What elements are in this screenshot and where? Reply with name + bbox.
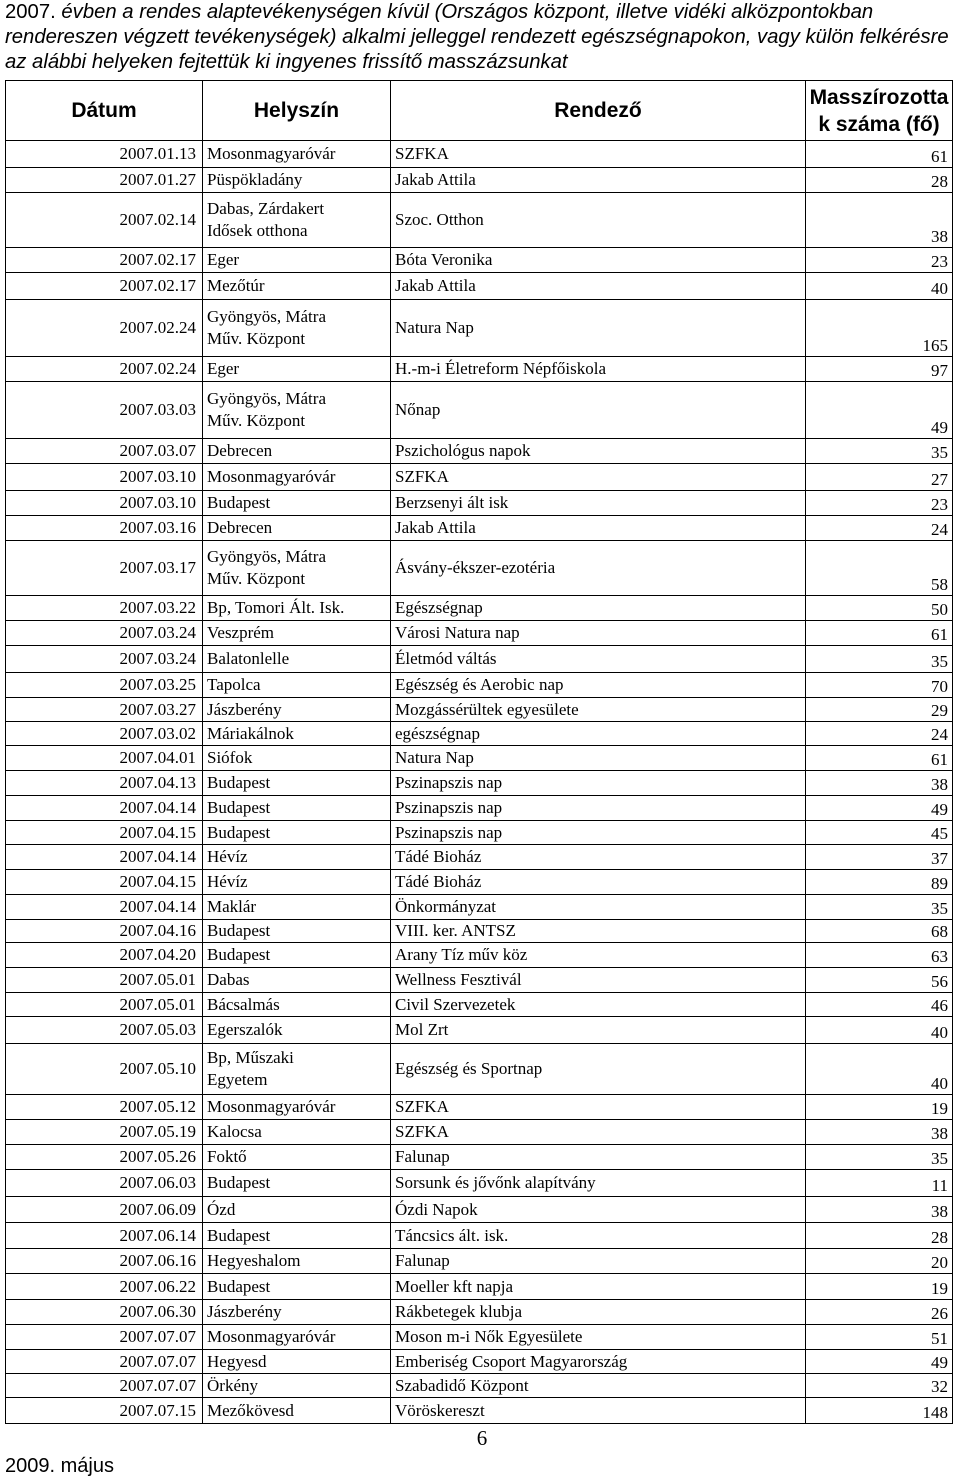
cell-count: 61 [806, 141, 953, 168]
cell-date: 2007.04.20 [6, 943, 203, 968]
cell-place [203, 300, 391, 357]
cell-date: 2007.03.02 [6, 722, 203, 746]
intro-year: 2007. [5, 1, 56, 23]
cell-date: 2007.07.07 [6, 1374, 203, 1398]
cell-place [203, 1170, 391, 1197]
cell-count: 165 [806, 300, 953, 357]
cell-place-line: Hévíz [207, 847, 248, 866]
cell-place [203, 193, 391, 248]
cell-place-line: Budapest [207, 798, 271, 817]
cell-place-line: Jászberény [207, 1302, 282, 1321]
cell-organizer: SZFKA [391, 1120, 806, 1145]
table-row [6, 248, 953, 273]
cell-place [203, 596, 391, 621]
cell-place-line-2: Idősek otthona [207, 221, 308, 240]
cell-date: 2007.06.09 [6, 1197, 203, 1223]
cell-place [203, 870, 391, 895]
table-row [6, 821, 953, 845]
cell-place-line: Mosonmagyaróvár [207, 144, 336, 163]
cell-place [203, 491, 391, 516]
cell-place [203, 1249, 391, 1274]
table-header-row [6, 81, 953, 141]
table-row [6, 1274, 953, 1300]
cell-date: 2007.07.07 [6, 1325, 203, 1350]
cell-organizer: egészségnap [391, 722, 806, 746]
cell-place-line: Mezőtúr [207, 276, 265, 295]
cell-place [203, 141, 391, 168]
table-row [6, 516, 953, 541]
cell-place-line: Máriakálnok [207, 723, 294, 743]
cell-organizer: Városi Natura nap [391, 621, 806, 646]
cell-count: 49 [806, 382, 953, 439]
table-row [6, 621, 953, 646]
cell-place [203, 993, 391, 1017]
cell-place-line: Budapest [207, 773, 271, 792]
cell-date: 2007.06.16 [6, 1249, 203, 1274]
cell-date: 2007.03.24 [6, 646, 203, 673]
cell-place-line-2: Műv. Központ [207, 411, 306, 430]
cell-place [203, 968, 391, 993]
cell-organizer: Pszichológus napok [391, 439, 806, 464]
cell-count: 23 [806, 491, 953, 516]
table-row [6, 870, 953, 895]
cell-place [203, 1044, 391, 1095]
cell-count: 58 [806, 541, 953, 596]
cell-count: 51 [806, 1325, 953, 1350]
cell-place [203, 1145, 391, 1170]
cell-organizer: Jakab Attila [391, 516, 806, 541]
cell-organizer: Egészség és Sportnap [391, 1044, 806, 1095]
cell-count: 29 [806, 698, 953, 722]
cell-place-line: Mosonmagyaróvár [207, 1097, 336, 1116]
cell-place [203, 382, 391, 439]
table-row [6, 698, 953, 722]
cell-place [203, 1300, 391, 1325]
cell-place-line: Mosonmagyaróvár [207, 467, 336, 486]
cell-place-line: Gyöngyös, Mátra [207, 547, 326, 566]
cell-place-line: Eger [207, 250, 240, 269]
cell-count: 37 [806, 845, 953, 870]
cell-organizer: Táncsics ált. isk. [391, 1223, 806, 1249]
header-organizer: Rendező [391, 81, 806, 141]
cell-place [203, 1325, 391, 1350]
cell-date: 2007.02.17 [6, 273, 203, 300]
cell-count: 19 [806, 1095, 953, 1120]
table-row [6, 1350, 953, 1374]
cell-place-line: Budapest [207, 1173, 271, 1192]
cell-place-line: Budapest [207, 822, 271, 842]
cell-organizer: Arany Tíz műv köz [391, 943, 806, 968]
table-row [6, 1095, 953, 1120]
table-row [6, 300, 953, 357]
table-row [6, 722, 953, 746]
cell-place [203, 845, 391, 870]
cell-place-line: Budapest [207, 945, 271, 964]
cell-place-line: Hegyesd [207, 1351, 267, 1371]
cell-place-line: Mezőkövesd [207, 1400, 294, 1420]
cell-count: 20 [806, 1249, 953, 1274]
cell-place [203, 1350, 391, 1374]
cell-count: 38 [806, 1197, 953, 1223]
cell-place [203, 746, 391, 771]
cell-organizer: Mozgássérültek egyesülete [391, 698, 806, 722]
cell-place-line: Debrecen [207, 441, 273, 460]
table-row [6, 1398, 953, 1424]
table-row [6, 746, 953, 771]
cell-date: 2007.04.01 [6, 746, 203, 771]
cell-count: 49 [806, 796, 953, 821]
table-row [6, 1145, 953, 1170]
cell-organizer: Ásvány-ékszer-ezotéria [391, 541, 806, 596]
cell-place-line: Hévíz [207, 872, 248, 891]
table-row [6, 357, 953, 382]
cell-date: 2007.03.03 [6, 382, 203, 439]
table-row [6, 439, 953, 464]
table-row [6, 596, 953, 621]
table-row [6, 1300, 953, 1325]
table-row [6, 464, 953, 491]
cell-count: 35 [806, 1145, 953, 1170]
table-row [6, 382, 953, 439]
table-row [6, 1249, 953, 1274]
cell-date: 2007.02.17 [6, 248, 203, 273]
cell-organizer: Pszinapszis nap [391, 796, 806, 821]
cell-place-line: Budapest [207, 1225, 271, 1245]
table-row [6, 993, 953, 1017]
cell-place [203, 1017, 391, 1044]
cell-date: 2007.02.24 [6, 357, 203, 382]
cell-organizer: Natura Nap [391, 746, 806, 771]
cell-organizer: Ózdi Napok [391, 1197, 806, 1223]
cell-place-line: Bácsalmás [207, 994, 280, 1014]
cell-place-line: Tapolca [207, 675, 261, 694]
massage-events-table [5, 80, 953, 1424]
cell-date: 2007.05.12 [6, 1095, 203, 1120]
cell-organizer: H.-m-i Életreform Népfőiskola [391, 357, 806, 382]
cell-place-line: Püspökladány [207, 170, 303, 189]
table-row [6, 193, 953, 248]
cell-place [203, 771, 391, 796]
cell-count: 63 [806, 943, 953, 968]
cell-date: 2007.05.01 [6, 968, 203, 993]
cell-place-line: Budapest [207, 1276, 271, 1296]
cell-organizer: Moeller kft napja [391, 1274, 806, 1300]
cell-place [203, 943, 391, 968]
cell-count: 38 [806, 771, 953, 796]
table-row [6, 968, 953, 993]
cell-date: 2007.03.27 [6, 698, 203, 722]
cell-count: 68 [806, 920, 953, 943]
cell-place-line: Foktő [207, 1147, 247, 1166]
cell-place-line: Kalocsa [207, 1122, 262, 1141]
cell-organizer: Bóta Veronika [391, 248, 806, 273]
cell-place [203, 516, 391, 541]
cell-date: 2007.04.14 [6, 845, 203, 870]
cell-organizer: VIII. ker. ANTSZ [391, 920, 806, 943]
table-row [6, 943, 953, 968]
table-row [6, 1044, 953, 1095]
cell-organizer: Wellness Fesztivál [391, 968, 806, 993]
cell-place-line: Siófok [207, 748, 253, 767]
cell-place [203, 1120, 391, 1145]
cell-place-line: Dabas, Zárdakert [207, 199, 325, 218]
cell-organizer: Falunap [391, 1249, 806, 1274]
cell-organizer: SZFKA [391, 141, 806, 168]
cell-place [203, 722, 391, 746]
cell-place-line: Dabas [207, 970, 250, 989]
page-number: 6 [476, 1426, 488, 1450]
cell-date: 2007.06.22 [6, 1274, 203, 1300]
cell-date: 2007.05.26 [6, 1145, 203, 1170]
cell-organizer: Falunap [391, 1145, 806, 1170]
cell-count: 24 [806, 722, 953, 746]
cell-date: 2007.03.07 [6, 439, 203, 464]
cell-organizer: Emberiség Csoport Magyarország [391, 1350, 806, 1374]
cell-date: 2007.05.01 [6, 993, 203, 1017]
cell-organizer: Sorsunk és jővőnk alapítvány [391, 1170, 806, 1197]
table-row [6, 1170, 953, 1197]
cell-count: 23 [806, 248, 953, 273]
table-row [6, 1223, 953, 1249]
cell-date: 2007.02.14 [6, 193, 203, 248]
cell-count: 50 [806, 596, 953, 621]
cell-date: 2007.07.07 [6, 1350, 203, 1374]
cell-count: 35 [806, 439, 953, 464]
cell-place [203, 673, 391, 698]
cell-count: 19 [806, 1274, 953, 1300]
cell-count: 35 [806, 895, 953, 920]
cell-date: 2007.03.24 [6, 621, 203, 646]
header-place: Helyszín [203, 81, 391, 141]
table-row [6, 273, 953, 300]
cell-count: 11 [806, 1170, 953, 1197]
cell-count: 28 [806, 168, 953, 193]
cell-organizer: Civil Szervezetek [391, 993, 806, 1017]
cell-place-line: Örkény [207, 1375, 258, 1395]
cell-place [203, 646, 391, 673]
table-row [6, 1017, 953, 1044]
table-row [6, 646, 953, 673]
cell-place-line: Veszprém [207, 623, 275, 642]
cell-place [203, 920, 391, 943]
cell-count: 97 [806, 357, 953, 382]
cell-place-line: Gyöngyös, Mátra [207, 389, 326, 408]
cell-date: 2007.04.14 [6, 796, 203, 821]
cell-place [203, 895, 391, 920]
cell-count: 46 [806, 993, 953, 1017]
cell-count: 49 [806, 1350, 953, 1374]
cell-date: 2007.02.24 [6, 300, 203, 357]
cell-organizer: Egészségnap [391, 596, 806, 621]
cell-date: 2007.06.03 [6, 1170, 203, 1197]
cell-place-line: Egerszalók [207, 1020, 283, 1039]
cell-date: 2007.05.03 [6, 1017, 203, 1044]
cell-place [203, 439, 391, 464]
cell-place [203, 357, 391, 382]
cell-place [203, 796, 391, 821]
cell-place-line: Balatonlelle [207, 649, 290, 668]
cell-place-line: Eger [207, 359, 240, 378]
cell-place [203, 1095, 391, 1120]
table-row [6, 541, 953, 596]
header-count [806, 81, 953, 141]
cell-date: 2007.06.30 [6, 1300, 203, 1325]
cell-date: 2007.05.19 [6, 1120, 203, 1145]
table-row [6, 1197, 953, 1223]
cell-place [203, 273, 391, 300]
cell-organizer: Berzsenyi ált isk [391, 491, 806, 516]
cell-place [203, 541, 391, 596]
table-row [6, 141, 953, 168]
header-date: Dátum [6, 81, 203, 141]
cell-organizer: Önkormányzat [391, 895, 806, 920]
cell-place [203, 698, 391, 722]
cell-organizer: Pszinapszis nap [391, 821, 806, 845]
cell-count: 40 [806, 273, 953, 300]
cell-place [203, 1197, 391, 1223]
cell-place-line: Debrecen [207, 518, 273, 537]
cell-date: 2007.03.10 [6, 464, 203, 491]
intro-paragraph [5, 0, 957, 75]
table-row [6, 1374, 953, 1398]
cell-count: 27 [806, 464, 953, 491]
table-row [6, 895, 953, 920]
table-row [6, 168, 953, 193]
cell-count: 148 [806, 1398, 953, 1424]
cell-count: 56 [806, 968, 953, 993]
cell-organizer: Pszinapszis nap [391, 771, 806, 796]
cell-place-line-2: Egyetem [207, 1070, 268, 1089]
table-row [6, 491, 953, 516]
cell-place [203, 821, 391, 845]
cell-place-line: Bp, Tomori Ált. Isk. [207, 598, 345, 617]
cell-date: 2007.04.15 [6, 870, 203, 895]
cell-date: 2007.03.16 [6, 516, 203, 541]
cell-organizer: SZFKA [391, 1095, 806, 1120]
cell-place-line: Bp, Műszaki [207, 1048, 294, 1067]
cell-place-line: Jászberény [207, 699, 282, 719]
cell-organizer: SZFKA [391, 464, 806, 491]
cell-place-line: Gyöngyös, Mátra [207, 307, 326, 326]
cell-count: 89 [806, 870, 953, 895]
cell-date: 2007.07.15 [6, 1398, 203, 1424]
cell-organizer: Rákbetegek klubja [391, 1300, 806, 1325]
cell-organizer: Jakab Attila [391, 168, 806, 193]
cell-organizer: Mol Zrt [391, 1017, 806, 1044]
cell-count: 45 [806, 821, 953, 845]
cell-count: 70 [806, 673, 953, 698]
cell-organizer: Egészség és Aerobic nap [391, 673, 806, 698]
cell-place [203, 1398, 391, 1424]
cell-date: 2007.03.17 [6, 541, 203, 596]
cell-date: 2007.03.22 [6, 596, 203, 621]
cell-count: 28 [806, 1223, 953, 1249]
cell-date: 2007.04.13 [6, 771, 203, 796]
cell-date: 2007.01.27 [6, 168, 203, 193]
table-body [6, 141, 953, 1424]
cell-place-line: Maklár [207, 897, 257, 916]
cell-place-line: Ózd [207, 1199, 236, 1219]
cell-organizer: Tádé Bioház [391, 870, 806, 895]
table-row [6, 920, 953, 943]
cell-count: 61 [806, 746, 953, 771]
intro-text: évben a rendes alaptevékenységen kívül (Országos központ, illetve vidéki alközpontokban rendereszen végzett tevékenységek) alkalmi jelleggel rendezett egészségnapokon, vagy külön felkérésre az alábbi helyeken fejtettük ki ingyenes frissítő masszázsunkat [5, 1, 949, 73]
cell-organizer: Szoc. Otthon [391, 193, 806, 248]
cell-count: 35 [806, 646, 953, 673]
header-count-line2: k száma (fő) [818, 112, 940, 136]
cell-count: 40 [806, 1044, 953, 1095]
cell-date: 2007.03.25 [6, 673, 203, 698]
cell-date: 2007.01.13 [6, 141, 203, 168]
cell-place [203, 621, 391, 646]
cell-place-line: Hegyeshalom [207, 1251, 301, 1270]
cell-count: 40 [806, 1017, 953, 1044]
cell-place [203, 248, 391, 273]
cell-organizer: Vöröskereszt [391, 1398, 806, 1424]
cell-place-line: Mosonmagyaróvár [207, 1327, 336, 1346]
cell-date: 2007.04.14 [6, 895, 203, 920]
cell-place [203, 1223, 391, 1249]
cell-date: 2007.04.16 [6, 920, 203, 943]
cell-place [203, 1274, 391, 1300]
cell-date: 2007.03.10 [6, 491, 203, 516]
cell-organizer: Natura Nap [391, 300, 806, 357]
cell-place-line-2: Műv. Központ [207, 329, 306, 348]
cell-organizer: Szabadidő Központ [391, 1374, 806, 1398]
cell-organizer: Tádé Bioház [391, 845, 806, 870]
table-row [6, 673, 953, 698]
cell-organizer: Nőnap [391, 382, 806, 439]
cell-place [203, 464, 391, 491]
table-row [6, 1325, 953, 1350]
footer-date: 2009. május [5, 1455, 114, 1477]
table-row [6, 771, 953, 796]
cell-date: 2007.04.15 [6, 821, 203, 845]
cell-place-line: Budapest [207, 493, 271, 512]
cell-date: 2007.06.14 [6, 1223, 203, 1249]
cell-count: 38 [806, 1120, 953, 1145]
cell-count: 32 [806, 1374, 953, 1398]
cell-count: 24 [806, 516, 953, 541]
cell-count: 26 [806, 1300, 953, 1325]
cell-place-line-2: Műv. Központ [207, 569, 306, 588]
table-row [6, 1120, 953, 1145]
cell-place-line: Budapest [207, 921, 271, 940]
cell-organizer: Életmód váltás [391, 646, 806, 673]
cell-place [203, 168, 391, 193]
table-row [6, 845, 953, 870]
cell-organizer: Moson m-i Nők Egyesülete [391, 1325, 806, 1350]
cell-count: 38 [806, 193, 953, 248]
cell-organizer: Jakab Attila [391, 273, 806, 300]
cell-date: 2007.05.10 [6, 1044, 203, 1095]
cell-count: 61 [806, 621, 953, 646]
cell-place [203, 1374, 391, 1398]
table-row [6, 796, 953, 821]
header-count-line1: Masszírozotta [809, 85, 949, 109]
